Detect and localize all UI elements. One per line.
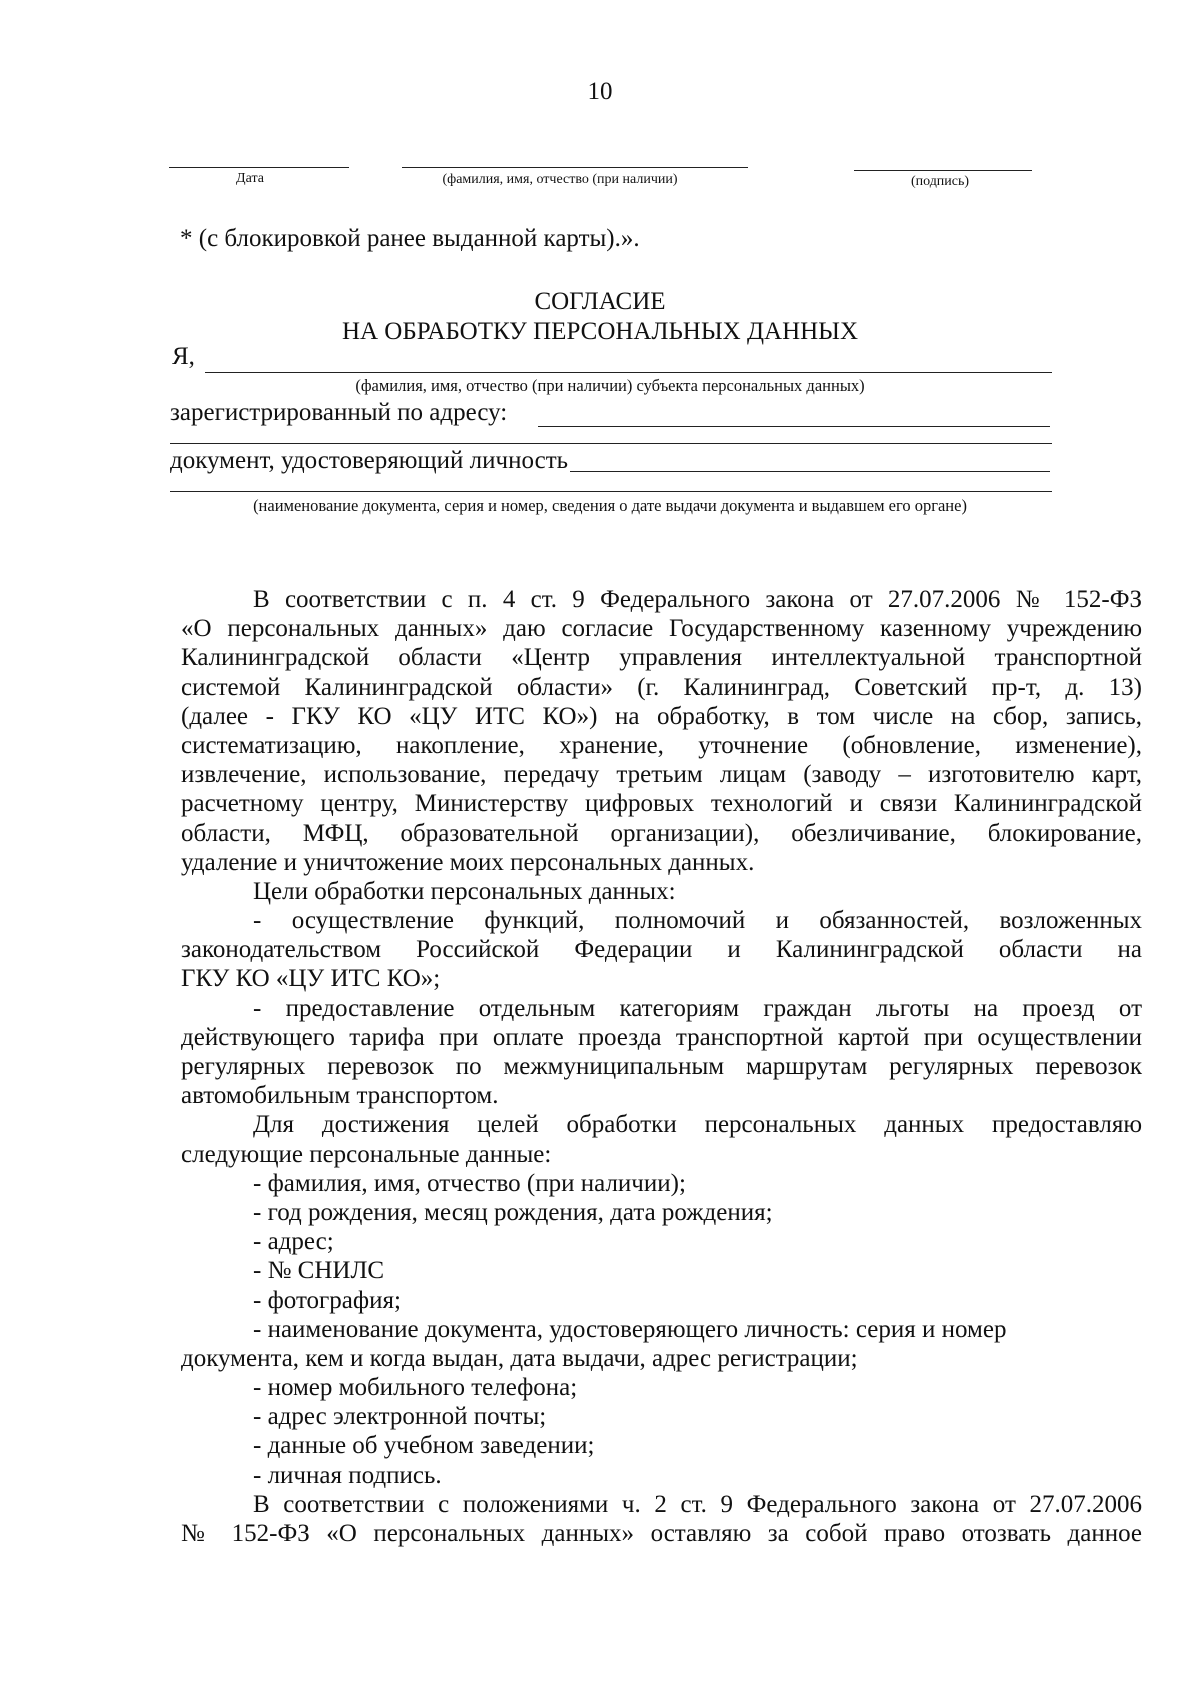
body-line: следующие персональные данные:: [181, 1140, 552, 1168]
body-line: систематизацию, накопление, хранение, уточнение (обновление, изменение),: [181, 731, 1142, 759]
body-line: - предоставление отдельным категориям граждан льготы на проезд от: [253, 994, 1142, 1022]
name-line: [402, 167, 748, 168]
body-line: - фамилия, имя, отчество (при наличии);: [253, 1169, 686, 1197]
body-line: - фотография;: [253, 1286, 401, 1314]
body-line: извлечение, использование, передачу третьим лицам (заводу – изготовителю карт,: [181, 761, 1142, 789]
blocking-note: * (с блокировкой ранее выданной карты).».: [180, 225, 640, 252]
body-line: - личная подпись.: [253, 1461, 442, 1489]
document-field-1[interactable]: [570, 471, 1050, 472]
document-caption: (наименование документа, серия и номер, сведения о дате выдачи документа и выдавшем его органе): [253, 496, 967, 515]
body-line: области, МФЦ, образовательной организации), обезличивание, блокирование,: [181, 819, 1142, 847]
body-line: - № СНИЛС: [253, 1257, 385, 1285]
body-line: В соответствии с п. 4 ст. 9 Федерального закона от 27.07.2006 № 152-ФЗ: [253, 586, 1142, 613]
subject-name-field[interactable]: [205, 372, 1052, 373]
body-line: - адрес электронной почты;: [253, 1403, 547, 1431]
body-line: ГКУ КО «ЦУ ИТС КО»;: [181, 965, 441, 993]
body-line: расчетному центру, Министерству цифровых технологий и связи Калининградской: [181, 790, 1142, 818]
address-label: зарегистрированный по адресу:: [170, 399, 508, 426]
body-line: - номер мобильного телефона;: [253, 1374, 578, 1402]
body-line: «О персональных данных» даю согласие Государственному казенному учреждению: [181, 615, 1142, 643]
body-line: № 152-ФЗ «О персональных данных» оставляю за собой право отозвать данное: [181, 1520, 1142, 1547]
body-line: автомобильным транспортом.: [181, 1082, 499, 1110]
body-line: - адрес;: [253, 1228, 334, 1256]
address-field-1[interactable]: [538, 426, 1050, 427]
body-line: регулярных перевозок по межмуниципальным маршрутам регулярных перевозок: [181, 1053, 1142, 1080]
body-line: - данные об учебном заведении;: [253, 1432, 595, 1460]
body-line: Для достижения целей обработки персональных данных предоставляю: [253, 1111, 1142, 1139]
signature-label: (подпись): [910, 174, 970, 189]
body-line: законодательством Российской Федерации и Калининградской области на: [181, 936, 1142, 964]
document-title: СОГЛАСИЕ: [534, 288, 666, 315]
page-number: 10: [587, 78, 613, 105]
body-line: удаление и уничтожение моих персональных данных.: [181, 848, 755, 876]
body-line: - осуществление функций, полномочий и обязанностей, возложенных: [253, 907, 1142, 935]
body-line: Калининградской области «Центр управления интеллектуальной транспортной: [181, 644, 1142, 672]
body-line: Цели обработки персональных данных:: [253, 877, 676, 905]
body-line: системой Калининградской области» (г. Калининград, Советский пр-т, д. 13): [181, 673, 1142, 701]
body-line: действующего тарифа при оплате проезда транспортной картой при осуществлении: [181, 1023, 1142, 1051]
body-line: - наименование документа, удостоверяющего личность: серия и номер: [253, 1315, 1007, 1343]
i-label: Я,: [172, 343, 195, 370]
signature-line: [854, 170, 1032, 171]
document-field-2[interactable]: [170, 491, 1052, 492]
consent-body: [181, 585, 1142, 1548]
date-label: Дата: [236, 171, 264, 186]
subject-caption: (фамилия, имя, отчество (при наличии) субъекта персональных данных): [355, 376, 865, 395]
date-line: [169, 167, 349, 168]
body-line: В соответствии с положениями ч. 2 ст. 9 Федерального закона от 27.07.2006: [253, 1490, 1142, 1518]
body-line: - год рождения, месяц рождения, дата рождения;: [253, 1198, 773, 1226]
document-label: документ, удостоверяющий личность: [170, 447, 569, 474]
body-line: (далее - ГКУ КО «ЦУ ИТС КО») на обработку, в том числе на сбор, запись,: [181, 702, 1142, 730]
document-subtitle: НА ОБРАБОТКУ ПЕРСОНАЛЬНЫХ ДАННЫХ: [341, 318, 859, 345]
body-line: документа, кем и когда выдан, дата выдачи, адрес регистрации;: [181, 1344, 858, 1372]
name-label: (фамилия, имя, отчество (при наличии): [442, 172, 678, 187]
address-field-2[interactable]: [170, 443, 1052, 444]
